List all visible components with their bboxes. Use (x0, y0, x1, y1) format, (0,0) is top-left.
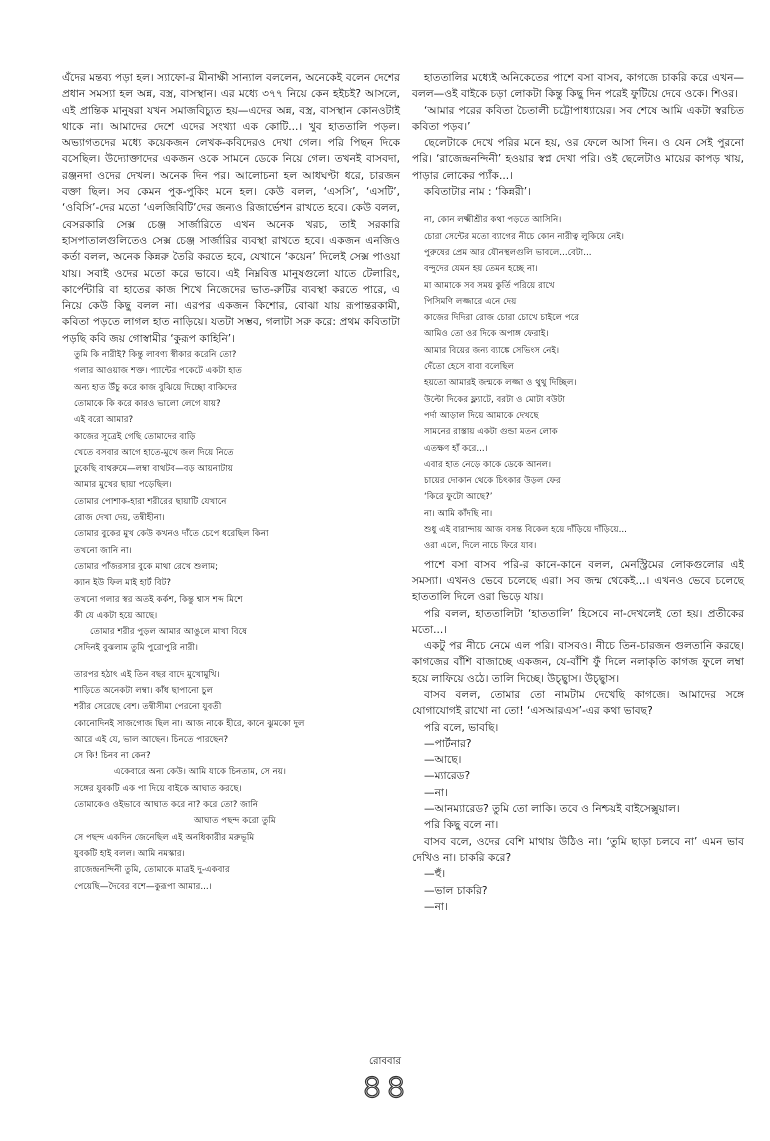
verse-line: রোজ দেখা দেয়, তন্বীহীনা। (74, 513, 165, 524)
paragraph: ‘আমার পরের কবিতা চৈতালী চট্টোপাধ্যায়ের। সব শেষে আমি একটা স্বরচিত কবিতা পড়ব।’ (412, 104, 744, 133)
verse-line: তুমি কি নারীই? কিন্তু লাবণ্য স্বীকার করেনি তো? (74, 350, 237, 361)
verse-line: ওরা এলে, দিলে নাচে ফিরে যাব। (424, 541, 537, 552)
verse-line: কোনোদিনই সাজগোজ ছিল না। আজ নাকে হীরে, কানে ঝুমকো দুল (74, 718, 305, 729)
right-column (412, 70, 744, 915)
verse-line: কী যে একটা হয়ে আছে। (74, 610, 158, 621)
verse-line: দেঁতো হেসে বাবা বলেছিল (424, 362, 514, 373)
verse-line: তোমাকেও ওইভাবে আঘাত করে না? করে তো? জানি (74, 800, 259, 811)
verse-line: হয়তো আমারই জন্মকে লজ্জা ও থুথু দিচ্ছিল। (424, 378, 577, 389)
verse-line: তোমার পাঁজরসার বুকে মাথা রেখে শুলাম; (74, 561, 219, 572)
paragraph: পাশে বসা বাসব পরি-র কানে-কানে বলল, মেনস্ট্রিমের লোকগুলোর এই সমস্যা। এখনও ভেবে চলেছে এরা। সব জন্ম থেকেই...। এখনও ভেবে চলেছে হাততালি দিলে ওরা ভিড়ে যায়। (412, 558, 744, 604)
verse-line: মা আমাকে সব সময় কুর্তি পরিয়ে রাখে (424, 280, 555, 291)
magazine-name: রোববার (369, 1056, 401, 1067)
verse-line: চোরা সেন্টের মতো ব্যাগের নীচে কোন নারীত্ব লুকিয়ে নেই। (424, 231, 624, 242)
verse-line: না, কোন লক্ষ্মীশ্রীর কথা পড়তে আসিনি। (424, 215, 562, 226)
verse-line: কাজের সূত্রেই গেছি তোমাদের বাড়ি (74, 431, 196, 442)
paragraph: ছেলেটাকে দেখে পরির মনে হয়, ওর ফেলে আসা দিন। ও যেন সেই পুরনো পরি। ‘রাজেন্দ্রনন্দিনী’ হওয়ার স্বপ্ন দেখা পরি। ওই ছেলেটাও মায়ের কাপড় খায়, পাড়ার লোকের প্যাঁক...। (412, 137, 744, 182)
verse-line: এবার হাত নেড়ে কাকে ডেকে আনল। (424, 459, 552, 470)
verse-line: বন্দুদের যেমন হয় তেমন হচ্ছে না। (424, 264, 538, 275)
dialogue-line: —না। (424, 786, 448, 799)
verse-line: ক্যান ইউ ফিল মাই হার্ট বিট? (74, 578, 172, 589)
verse-line: একেবারে অন্য কেউ। আমি যাকে চিনতাম, সে নয়। (114, 767, 287, 778)
verse-line: ঢুকেছি বাথরুমে—লম্বা বাথটব—বড় আয়নাটায় (74, 464, 233, 475)
paragraph: বাসব বলে, ওদের বেশি মাথায় উঠিও না। ‘তুমি ছাড়া চলবে না’ এমন ভাব দেখিও না। চাকরি করে? (412, 835, 744, 864)
dialogue-line: —ভাল চাকরি? (424, 884, 488, 897)
verse-line: যুবকটি হাই বলল। আমি নমস্কার। (74, 848, 185, 859)
paragraph: এঁদের মন্তব্য পড়া হল। স্যাফো-র মীনাক্ষী সান্যাল বললেন, অনেকেই বলেন দেশের প্রধান সমস্যা হল অন্ন, বস্ত্র, বাসস্থান। এর মধ্যে ৩৭৭ নিয়ে কেন হইচই? আসলে, এই প্রান্তিক মানুষরা যখন সমাজবিচ্যুত হয়—এদের অন্ন, বস্ত্র, বাসস্থান কোনওটাই থাকে না। আমাদের দেশে এদের সংখ্যা এক কোটি...। খুব হাততালি পড়ল। অভ্যাগতদের মধ্যে কয়েকজন লেখক-কবিদেরও দেখা গেল। পরি পিছন দিকে বসেছিল। উদ্যোক্তাদের একজন ওকে সামনে ডেকে নিয়ে গেল। তখনই বাসবদা, রঞ্জনদা ওদের দেখল। অনেক দিন পর। আলোচনা হল আধঘণ্টা ধরে, চারজন বক্তা ছিল। সব কেমন পুক-পুকিং মনে হল। কেউ বলল, ‘এসসি’, ‘এসটি’, ‘ওবিসি’-দের মতো ‘এলজিবিটি’দের জন্যও রিজার্ভেশন রাখতে হবে। কেউ বলল, বেসরকারি সেক্স চেঞ্জ সার্জারিতে এখন অনেক খরচ, তাই সরকারি হাসপাতালগুলিতেও সেক্স চেঞ্জ সার্জারির ব্যবস্থা রাখতে হবে। একজন এনজিও কর্তা বলল, অনেক কিন্নরু তৈরি করতে হবে, যেখানে ‘কয়েন’ দিলেই সেক্স পাওয়া যায়। সবাই ওদের মতো করে ভাবে। এই নিম্নবিত্ত মানুষগুলো যাতে টেলারিং, কার্পেন্টারি বা হাতের কাজ শিখে নিজেদের ভাত-রুটির ব্যবস্থা করতে পারে, এ নিয়ে কেউ কিছু বলল না। এরপর একজন কিশোর, বোঝা যায় রূপান্তরকামী, কবিতা পড়তে লাগল হাত নাড়িয়ে। যতটা সম্ভব, গলাটা সরু করে: প্রথম কবিতাটা পড়ছি কবি জয় গোস্বামীর ‘কুরূপ কাহিনি’। (62, 72, 400, 345)
verse-line: আমিও তো ওর দিকে অপাঙ্গ ফেরাই। (424, 329, 549, 340)
right-intro (412, 70, 744, 200)
right-prose (412, 557, 744, 916)
poem-kinnori (424, 212, 744, 554)
verse-line: এই বরো আমার? (74, 415, 134, 426)
verse-line: এতক্ষণ হাঁ করে...। (424, 443, 488, 454)
verse-line: সে কি! চিনব না কেন? (74, 751, 151, 762)
left-column (62, 70, 400, 895)
verse-line: পুরুষের প্রেম আর যৌনস্থলগুলি ভাবলে...বেটা... (424, 247, 592, 258)
page-number: ৪৪ (360, 1067, 410, 1107)
verse-line: কাজের দিদিরা রোজ চোরা চোখে চাইলে পরে (424, 313, 580, 324)
dialogue-line: —হুঁ। (424, 868, 446, 881)
verse-line: আমার মুখের ছায়া পড়েছিল। (74, 480, 172, 491)
verse-line: আঘাত পছন্দ করো তুমি (194, 816, 276, 827)
verse-line: অন্য হাত উঁচু করে কাজ বুঝিয়ে দিচ্ছো বাকিদের (74, 382, 237, 393)
dialogue-line: পরি বলে, ভাবছি। (424, 721, 499, 734)
verse-line: পেয়েছি—দৈবের বশে—কুরূপা আমার...। (74, 881, 212, 892)
verse-line: তোমার শরীর পুড়ল আমার আঙুলে মাখা বিষে (90, 627, 247, 638)
paragraph: একটু পর নীচে নেমে এল পরি। বাসবও। নীচে তিন-চারজন গুলতানি করছে। কাগজের বাঁশি বাজাচ্ছে একজন, যে-বাঁশি ফুঁ দিলে নলাকৃতি কাগজ ফুলে লম্বা হয়ে লাফিয়ে ওঠে। তালি দিচ্ছে। উচ্ছ্বাস। উচ্ছ্বাস। (412, 640, 744, 685)
dialogue-line: —আছে। (424, 754, 462, 767)
dialogue-line: —না। (424, 900, 448, 913)
verse-line: রাজেন্দ্রনন্দিনী তুমি, তোমাকে মাত্রই দু-একবার (74, 865, 230, 876)
verse-line: শুধু এই বারান্দায় আজ বসন্ত বিকেল হয়ে দাঁড়িয়ে দাঁড়িয়ে... (424, 525, 627, 536)
verse-line: সামনের রাস্তায় একটা গুন্ডা মতন লোক (424, 427, 558, 438)
dialogue-line: —পার্টনার? (424, 737, 472, 750)
verse-line: তোমাকে কি করে কারও ভালো লেগে যায়? (74, 398, 221, 409)
verse-line: খেতে বসবার আগে হাতে-মুখে জল দিয়ে নিতে (74, 447, 234, 458)
verse-line: গলার আওয়াজ শক্ত। প্যান্টের পকেটে একটা হাত (74, 366, 242, 377)
dialogue-line: —আনম্যারেড? তুমি তো লাকি। তবে ও নিশ্চয়ই বাইসেক্সুয়াল। (424, 803, 680, 816)
verse-line: সেদিনই বুঝলাম তুমি পুরোপুরি নারী। (74, 643, 199, 654)
paragraph: বাসব বলল, তোমার তো নামটাম দেখেছি কাগজে। আমাদের সঙ্গে যোগাযোগই রাখো না তো! ‘এসআরএস’-এর কথা ভাবছ? (412, 688, 744, 718)
verse-line: সে পছন্দ একদিন জেনেছিল এই অনধিকারীর মরুভূমি (74, 832, 255, 843)
verse-line: চায়ের দোকান থেকে চিৎকার উড়ল ফের (424, 476, 561, 487)
verse-line: ‘কিরে ফুটো আছে?’ (424, 492, 493, 503)
verse-line: আমার বিয়ের জন্য ব্যাঙ্কে সেভিংস নেই। (424, 345, 560, 356)
dialogue-line: —ম্যারেড? (424, 770, 471, 783)
dialogue-line: পরি কিছু বলে না। (424, 819, 499, 832)
verse-line: তখনো গলার স্বর অতই কর্কশ, কিন্তু শ্বাস শব্দ মিশে (74, 594, 243, 605)
poem-title: কবিতাটার নাম : ‘কিন্নরী’। (424, 186, 531, 199)
verse-line: তোমার পোশাক-হারা শরীরের ছায়াটি যেখানে (74, 496, 227, 507)
stanza-break (74, 657, 400, 667)
page-footer (0, 1055, 770, 1105)
paragraph: হাততালির মধ্যেই অনিকেতের পাশে বসা বাসব, কাগজে চাকরি করে এখন—বলল—ওই বাইকে চড়া লোকটা কিন্তু কিছু দিন পরেই ফুটিয়ে দেবে ওকে। শিওর। (412, 72, 744, 101)
verse-line: শাড়িতে অনেকটা লম্বা। কাঁধ ছাপানো চুল (74, 685, 213, 696)
verse-line: তোমার বুকের মুখ কেউ কখনও দাঁতে চেপে ধরেছিল কিনা (74, 529, 269, 540)
paragraph: পরি বলল, হাততালিটা ‘হাততালি’ হিসেবে না-দেখলেই তো হয়। প্রতীকের মতো...। (412, 607, 744, 636)
left-prose (62, 70, 400, 347)
verse-line: সঙ্গের যুবকটি এক পা দিয়ে বাইকে আঘাত করছে। (74, 783, 242, 794)
verse-line: তখনো জানি না। (74, 545, 132, 556)
verse-line: উল্টো দিকের ফ্ল্যাটে, বরটা ও মোটা বউটা (424, 394, 566, 405)
verse-line: পর্দা আড়াল দিয়ে আমাকে দেখছে (424, 410, 539, 421)
verse-line: আরে এই যে, ভাল আছেন। চিনতে পারছেন? (74, 734, 229, 745)
verse-line: পিসিমণি লজ্জারে এনে দেয় (424, 296, 517, 307)
poem-kurup-kahini (74, 347, 400, 895)
verse-line: না। আমি কাঁদছি না। (424, 508, 493, 519)
verse-line: তারপর হঠাৎ এই তিন বছর বাদে মুখোমুখি। (74, 669, 220, 680)
verse-line: শরীর সেরেছে বেশ। তন্বীসীমা পেরনো যুবতী (74, 702, 222, 713)
